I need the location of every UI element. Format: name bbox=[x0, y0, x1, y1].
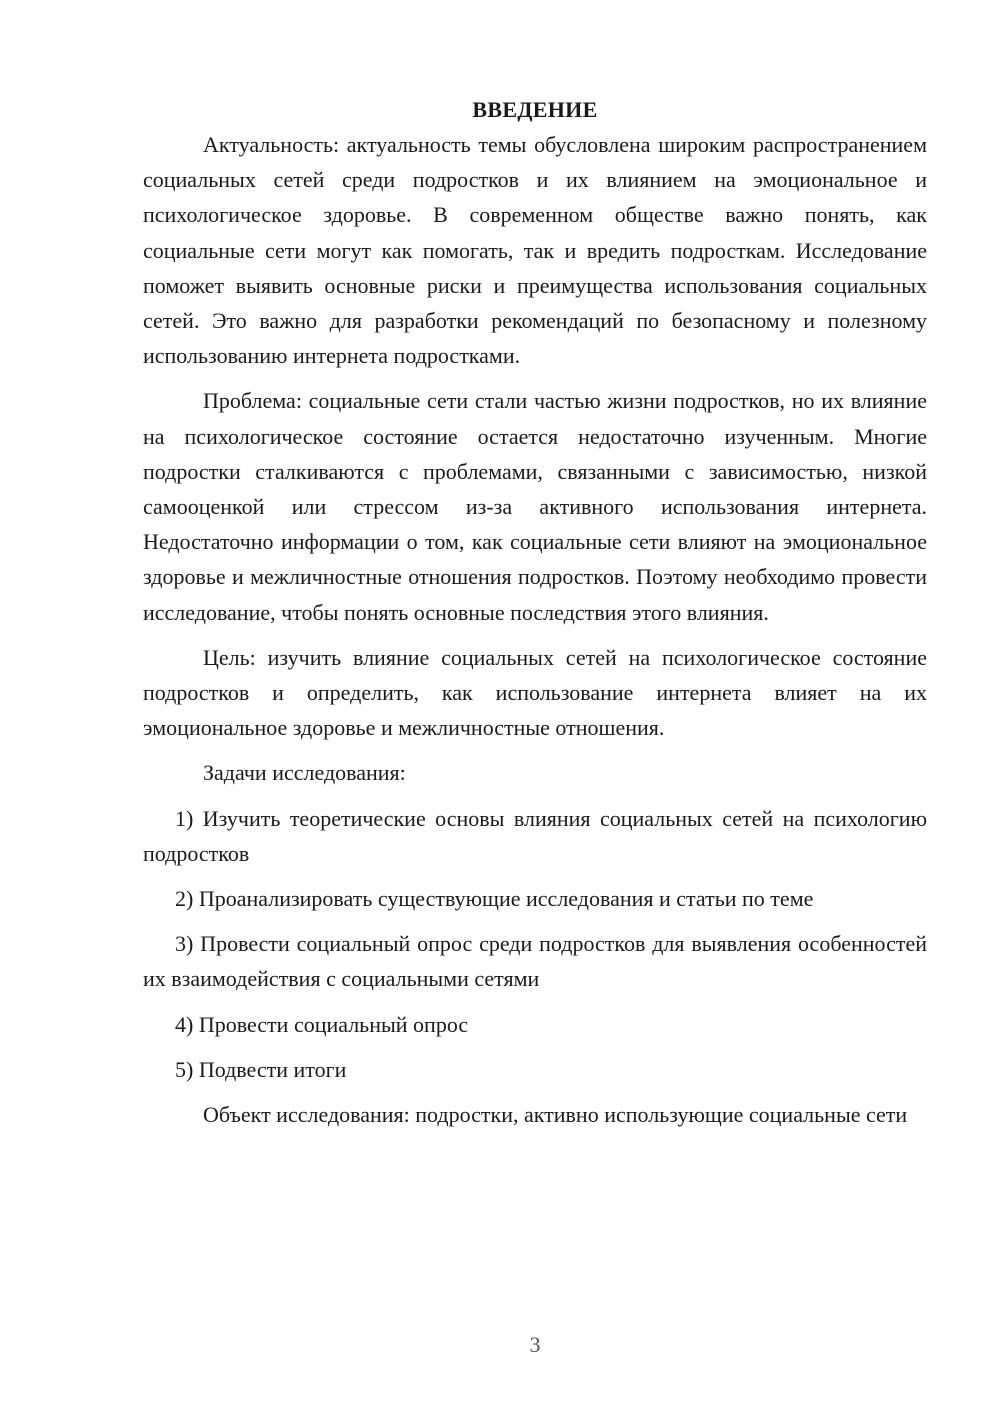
problem-paragraph: Проблема: социальные сети стали частью жизни подростков, но их влияние на психологическое состояние остается недостаточно изученным. Многие подростки сталкиваются с проблемами, связанными с зависимостью, низкой самооценкой или стрессом из-за активного использования интернета. Недостаточно информации о том, как социальные сети влияют на эмоциональное здоровье и межличностные отношения подростков. Поэтому необходимо провести исследование, чтобы понять основные последствия этого влияния. bbox=[143, 388, 927, 625]
relevance-paragraph: Актуальность: актуальность темы обусловлена широким распространением социальных сетей среди подростков и их влиянием на эмоциональное и психологическое здоровье. В современном обществе важно понять, как социальные сети могут как помогать, так и вредить подросткам. Исследование поможет выявить основные риски и преимущества использования социальных сетей. Это важно для разработки рекомендаций по безопасному и полезному использованию интернета подростками. bbox=[143, 132, 927, 369]
task-item-2: 2) Проанализировать существующие исследования и статьи по теме bbox=[175, 886, 814, 912]
goal-paragraph: Цель: изучить влияние социальных сетей на психологическое состояние подростков и определить, как использование интернета влияет на их эмоциональное здоровье и межличностные отношения. bbox=[143, 644, 927, 741]
object-paragraph: Объект исследования: подростки, активно использующие социальные сети bbox=[203, 1102, 908, 1128]
task-item-1: 1) Изучить теоретические основы влияния социальных сетей на психологию подростков bbox=[143, 805, 927, 866]
page-number: 3 bbox=[529, 1332, 541, 1357]
task-item-3: 3) Провести социальный опрос среди подростков для выявления особенностей их взаимодействия с социальными сетями bbox=[143, 931, 927, 992]
tasks-heading: Задачи исследования: bbox=[203, 760, 406, 786]
task-item-4: 4) Провести социальный опрос bbox=[175, 1011, 469, 1037]
task-item-5: 5) Подвести итоги bbox=[175, 1056, 347, 1082]
section-title: ВВЕДЕНИЕ bbox=[472, 97, 598, 122]
document-body bbox=[143, 92, 927, 1142]
